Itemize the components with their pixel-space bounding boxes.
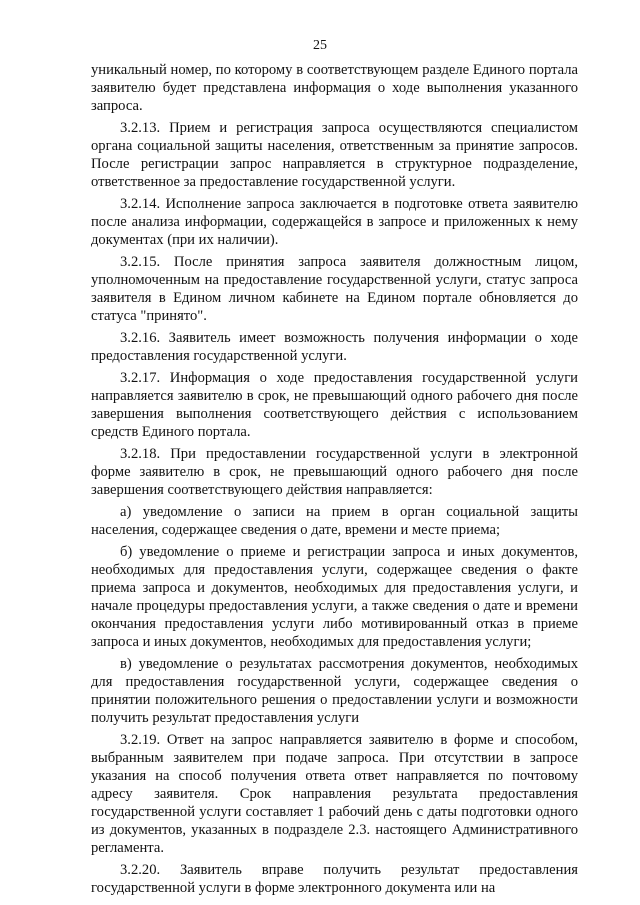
document-body bbox=[91, 61, 578, 897]
page-number: 25 bbox=[313, 38, 327, 53]
paragraph-3-2-20: 3.2.20. Заявитель вправе получить результат предоставления государственной услуги в форме электронного документа или на bbox=[91, 862, 578, 896]
list-item-a: а) уведомление о записи на прием в орган социальной защиты населения, содержащее сведения о дате, времени и месте приема; bbox=[91, 504, 578, 538]
paragraph-3-2-13: 3.2.13. Прием и регистрация запроса осуществляются специалистом органа социальной защиты населения, ответственным за принятие запросов. После регистрации запрос направляется в структурное подразделение, ответственное за предоставление государственной услуги. bbox=[91, 120, 578, 190]
paragraph-3-2-19: 3.2.19. Ответ на запрос направляется заявителю в форме и способом, выбранным заявителем при подаче запроса. При отсутствии в запросе указания на способ получения ответа ответ направляется по почтовому адресу заявителя. Срок направления результата предоставления государственной услуги составляет 1 рабочий день с даты подготовки одного из документов, указанных в подразделе 2.3. настоящего Административного регламента. bbox=[91, 732, 578, 856]
paragraph-3-2-16: 3.2.16. Заявитель имеет возможность получения информации о ходе предоставления государственной услуги. bbox=[91, 330, 578, 364]
paragraph-continuation: уникальный номер, по которому в соответствующем разделе Единого портала заявителю будет представлена информация о ходе выполнения указанного запроса. bbox=[91, 62, 578, 114]
paragraph-3-2-17: 3.2.17. Информация о ходе предоставления государственной услуги направляется заявителю в срок, не превышающий одного рабочего дня после завершения выполнения соответствующего действия с использованием средств Единого портала. bbox=[91, 370, 578, 440]
paragraph-3-2-18: 3.2.18. При предоставлении государственной услуги в электронной форме заявителю в срок, не превышающий одного рабочего дня после завершения соответствующего действия направляется: bbox=[91, 446, 578, 498]
list-item-b: б) уведомление о приеме и регистрации запроса и иных документов, необходимых для предоставления услуги, содержащее сведения о факте приема запроса и документов, необходимых для предоставления услуги, и начале процедуры предоставления услуги, а также сведения о дате и времени окончания предоставления услуги либо мотивированный отказ в приеме запроса и иных документов, необходимых для предоставления услуги; bbox=[91, 544, 578, 650]
list-item-v: в) уведомление о результатах рассмотрения документов, необходимых для предоставления государственной услуги, содержащее сведения о принятии положительного решения о предоставлении услуги и возможности получить результат предоставления услуги bbox=[91, 656, 578, 726]
paragraph-3-2-15: 3.2.15. После принятия запроса заявителя должностным лицом, уполномоченным на предоставление государственной услуги, статус запроса заявителя в Едином личном кабинете на Едином портале обновляется до статуса "принято". bbox=[91, 254, 578, 324]
paragraph-3-2-14: 3.2.14. Исполнение запроса заключается в подготовке ответа заявителю после анализа информации, содержащейся в запросе и приложенных к нему документах (при их наличии). bbox=[91, 196, 578, 248]
